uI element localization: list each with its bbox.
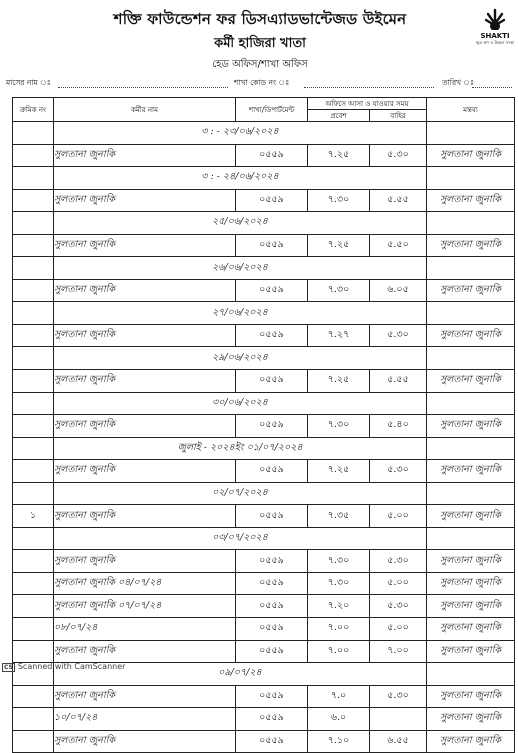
date-cell: জুলাই - ২০২৪ইং ০১/০৭/২০২৪	[54, 437, 427, 460]
col-branch: শাখা/ডিপার্টমেন্ট	[236, 98, 308, 122]
scanner-footer	[2, 662, 125, 672]
name-cell: সুলতানা জুনাকি	[54, 685, 236, 708]
table-row	[13, 279, 515, 302]
table-row	[13, 324, 515, 347]
in-time-cell: ৭.৩৫	[308, 505, 370, 528]
name-cell: ১০/০৭/২৪	[54, 708, 236, 731]
sun-rays-icon	[482, 6, 508, 30]
organization-title: শক্তি ফাউন্ডেশন ফর ডিসএ্যাডভান্টেজড উইমেন	[113, 10, 407, 28]
in-time-cell: ৭.২০	[308, 595, 370, 618]
remarks-cell	[427, 212, 515, 235]
serial-cell	[13, 482, 54, 505]
table-row	[13, 708, 515, 731]
serial-cell	[13, 234, 54, 257]
serial-cell	[13, 122, 54, 145]
in-time-cell: ৭.২৫	[308, 144, 370, 167]
out-time-cell: ৫.০০	[370, 618, 427, 641]
serial-cell	[13, 618, 54, 641]
date-cell: ৩ : - ২৩/০৬/২০২৪	[54, 122, 427, 145]
remarks-cell: সুলতানা জুনাকি	[427, 640, 515, 663]
out-time-cell: ৫.৩০	[370, 685, 427, 708]
remarks-cell: সুলতানা জুনাকি	[427, 234, 515, 257]
in-time-cell: ৭.০০	[308, 618, 370, 641]
table-row	[13, 370, 515, 393]
in-time-cell: ৭.২৭	[308, 324, 370, 347]
in-time-cell: ৬.০	[308, 708, 370, 731]
logo-tagline: ক্ষুদ্র ঋণ ও উন্নয়ন সংস্থা	[476, 40, 514, 45]
date-row	[13, 302, 515, 325]
remarks-cell	[427, 167, 515, 190]
col-office-time: অফিসে আসা ও যাওয়ার সময়	[308, 98, 427, 110]
remarks-cell: সুলতানা জুনাকি	[427, 595, 515, 618]
in-time-cell: ৭.৩০	[308, 189, 370, 212]
serial-cell	[13, 527, 54, 550]
remarks-cell: সুলতানা জুনাকি	[427, 730, 515, 753]
table-row	[13, 572, 515, 595]
serial-cell	[13, 708, 54, 731]
serial-cell	[13, 212, 54, 235]
name-cell: সুলতানা জুনাকি	[54, 415, 236, 438]
serial-cell	[13, 167, 54, 190]
table-row	[13, 144, 515, 167]
name-cell: সুলতানা জুনাকি	[54, 550, 236, 573]
date-row	[13, 167, 515, 190]
in-time-cell: ৭.৩০	[308, 415, 370, 438]
name-cell: সুলতানা জুনাকি	[54, 234, 236, 257]
form-header	[0, 0, 518, 90]
branch-cell: ০৫৫৯	[236, 460, 308, 483]
remarks-cell	[427, 302, 515, 325]
branch-cell: ০৫৫৯	[236, 640, 308, 663]
branch-cell: ০৫৫৯	[236, 730, 308, 753]
col-serial: ক্রমিক নং	[13, 98, 54, 122]
date-cell: ০২/০৭/২০২৪	[54, 482, 427, 505]
branch-cell: ০৫৫৯	[236, 324, 308, 347]
out-time-cell: ৭.০০	[370, 640, 427, 663]
table-row	[13, 189, 515, 212]
in-time-cell: ৭.৩০	[308, 279, 370, 302]
table-row	[13, 234, 515, 257]
out-time-cell: ৬.০৫	[370, 279, 427, 302]
remarks-cell: সুলতানা জুনাকি	[427, 550, 515, 573]
date-row	[13, 122, 515, 145]
serial-cell	[13, 347, 54, 370]
date-cell: ০৯/০৭/২৪	[54, 663, 427, 686]
date-cell: ০৩/০৭/২০২৪	[54, 527, 427, 550]
serial-cell	[13, 595, 54, 618]
date-field[interactable]	[472, 87, 512, 88]
table-row	[13, 595, 515, 618]
month-label: মাসের নাম ঃ	[6, 78, 51, 87]
out-time-cell: ৬.৫৫	[370, 730, 427, 753]
serial-cell: ১	[13, 505, 54, 528]
remarks-cell	[427, 527, 515, 550]
date-row	[13, 392, 515, 415]
serial-cell	[13, 460, 54, 483]
remarks-cell: সুলতানা জুনাকি	[427, 618, 515, 641]
date-cell: ৩ : - ২৪/০৬/২০২৪	[54, 167, 427, 190]
remarks-cell: সুলতানা জুনাকি	[427, 279, 515, 302]
serial-cell	[13, 279, 54, 302]
branch-cell: ০৫৫৯	[236, 618, 308, 641]
table-row	[13, 415, 515, 438]
branch-code-label: শাখা কোড নং ঃ	[234, 78, 290, 87]
out-time-cell	[370, 708, 427, 731]
table-row	[13, 640, 515, 663]
branch-cell: ০৫৫৯	[236, 144, 308, 167]
date-label: তারিখ ঃ	[442, 78, 475, 87]
date-cell: ২৭/০৬/২০২৪	[54, 302, 427, 325]
serial-cell	[13, 392, 54, 415]
in-time-cell: ৭.২৫	[308, 460, 370, 483]
serial-cell	[13, 144, 54, 167]
date-row	[13, 257, 515, 280]
scanner-text: Scanned with CamScanner	[17, 662, 126, 671]
date-cell: ২৫/০৬/২০২৪	[54, 212, 427, 235]
date-row	[13, 437, 515, 460]
in-time-cell: ৭.২৫	[308, 234, 370, 257]
out-time-cell: ৫.৫৫	[370, 370, 427, 393]
branch-cell: ০৫৫৯	[236, 550, 308, 573]
meta-fields	[6, 78, 514, 92]
out-time-cell: ৫.০০	[370, 572, 427, 595]
branch-cell: ০৫৫৯	[236, 370, 308, 393]
name-cell: সুলতানা জুনাকি	[54, 640, 236, 663]
remarks-cell	[427, 122, 515, 145]
in-time-cell: ৭.১০	[308, 730, 370, 753]
date-cell: ২৯/০৬/২০২৪	[54, 347, 427, 370]
branch-cell: ০৫৫৯	[236, 279, 308, 302]
date-row	[13, 527, 515, 550]
date-row	[13, 347, 515, 370]
name-cell: সুলতানা জুনাকি	[54, 460, 236, 483]
shakti-logo	[476, 6, 514, 46]
remarks-cell: সুলতানা জুনাকি	[427, 685, 515, 708]
name-cell: সুলতানা জুনাকি	[54, 370, 236, 393]
in-time-cell: ৭.০০	[308, 640, 370, 663]
out-time-cell: ৫.৩০	[370, 550, 427, 573]
serial-cell	[13, 370, 54, 393]
serial-cell	[13, 257, 54, 280]
out-time-cell: ৫.৩০	[370, 144, 427, 167]
col-in: প্রবেশ	[308, 110, 370, 122]
out-time-cell: ৫.০০	[370, 505, 427, 528]
remarks-cell	[427, 347, 515, 370]
table-row	[13, 460, 515, 483]
in-time-cell: ৭.২৫	[308, 370, 370, 393]
name-cell: সুলতানা জুনাকি	[54, 730, 236, 753]
table-row	[13, 550, 515, 573]
name-cell: সুলতানা জুনাকি	[54, 324, 236, 347]
serial-cell	[13, 302, 54, 325]
in-time-cell: ৭.৩০	[308, 572, 370, 595]
table-row	[13, 730, 515, 753]
serial-cell	[13, 437, 54, 460]
col-remarks: মন্তব্য	[427, 98, 515, 122]
serial-cell	[13, 415, 54, 438]
name-cell: সুলতানা জুনাকি	[54, 189, 236, 212]
branch-cell: ০৫৫৯	[236, 572, 308, 595]
remarks-cell	[427, 392, 515, 415]
name-cell: ০৮/০৭/২৪	[54, 618, 236, 641]
remarks-cell: সুলতানা জুনাকি	[427, 189, 515, 212]
name-cell: সুলতানা জুনাকি	[54, 144, 236, 167]
date-row	[13, 212, 515, 235]
remarks-cell	[427, 482, 515, 505]
table-row	[13, 618, 515, 641]
remarks-cell: সুলতানা জুনাকি	[427, 415, 515, 438]
table-row	[13, 505, 515, 528]
remarks-cell: সুলতানা জুনাকি	[427, 505, 515, 528]
date-cell: ২৬/০৬/২০২৪	[54, 257, 427, 280]
out-time-cell: ৫.৪০	[370, 415, 427, 438]
serial-cell	[13, 550, 54, 573]
branch-cell: ০৫৫৯	[236, 685, 308, 708]
serial-cell	[13, 685, 54, 708]
remarks-cell: সুলতানা জুনাকি	[427, 144, 515, 167]
date-cell: ৩০/০৬/২০২৪	[54, 392, 427, 415]
remarks-cell: সুলতানা জুনাকি	[427, 708, 515, 731]
serial-cell	[13, 730, 54, 753]
out-time-cell: ৫.৩০	[370, 460, 427, 483]
branch-cell: ০৫৫৯	[236, 505, 308, 528]
remarks-cell	[427, 437, 515, 460]
branch-cell: ০৫৫৯	[236, 595, 308, 618]
out-time-cell: ৫.৫৫	[370, 189, 427, 212]
branch-code-field[interactable]	[304, 87, 434, 88]
month-field[interactable]	[58, 87, 228, 88]
attendance-table	[12, 97, 515, 753]
register-title: কর্মী হাজিরা খাতা	[214, 36, 306, 51]
serial-cell	[13, 324, 54, 347]
out-time-cell: ৫.৩০	[370, 595, 427, 618]
branch-cell: ০৫৫৯	[236, 708, 308, 731]
name-cell: সুলতানা জুনাকি	[54, 279, 236, 302]
col-out: বাহির	[370, 110, 427, 122]
date-row	[13, 482, 515, 505]
attendance-rows	[13, 122, 515, 753]
col-name: কর্মীর নাম	[54, 98, 236, 122]
remarks-cell: সুলতানা জুনাকি	[427, 324, 515, 347]
remarks-cell: সুলতানা জুনাকি	[427, 370, 515, 393]
serial-cell	[13, 189, 54, 212]
branch-cell: ০৫৫৯	[236, 189, 308, 212]
out-time-cell: ৫.৩০	[370, 324, 427, 347]
in-time-cell: ৭.০	[308, 685, 370, 708]
branch-cell: ০৫৫৯	[236, 234, 308, 257]
in-time-cell: ৭.৩০	[308, 550, 370, 573]
serial-cell	[13, 640, 54, 663]
remarks-cell: সুলতানা জুনাকি	[427, 572, 515, 595]
office-type: হেড অফিস/শাখা অফিস	[212, 59, 308, 70]
camscanner-icon: CS	[4, 664, 13, 671]
table-row	[13, 685, 515, 708]
name-cell: সুলতানা জুনাকি	[54, 505, 236, 528]
remarks-cell: সুলতানা জুনাকি	[427, 460, 515, 483]
name-cell: সুলতানা জুনাকি ০৪/০৭/২৪	[54, 572, 236, 595]
name-cell: সুলতানা জুনাকি ০৭/০৭/২৪	[54, 595, 236, 618]
serial-cell	[13, 572, 54, 595]
logo-text: SHAKTI	[480, 32, 510, 40]
out-time-cell: ৫.৫০	[370, 234, 427, 257]
branch-cell: ০৫৫৯	[236, 415, 308, 438]
remarks-cell	[427, 257, 515, 280]
